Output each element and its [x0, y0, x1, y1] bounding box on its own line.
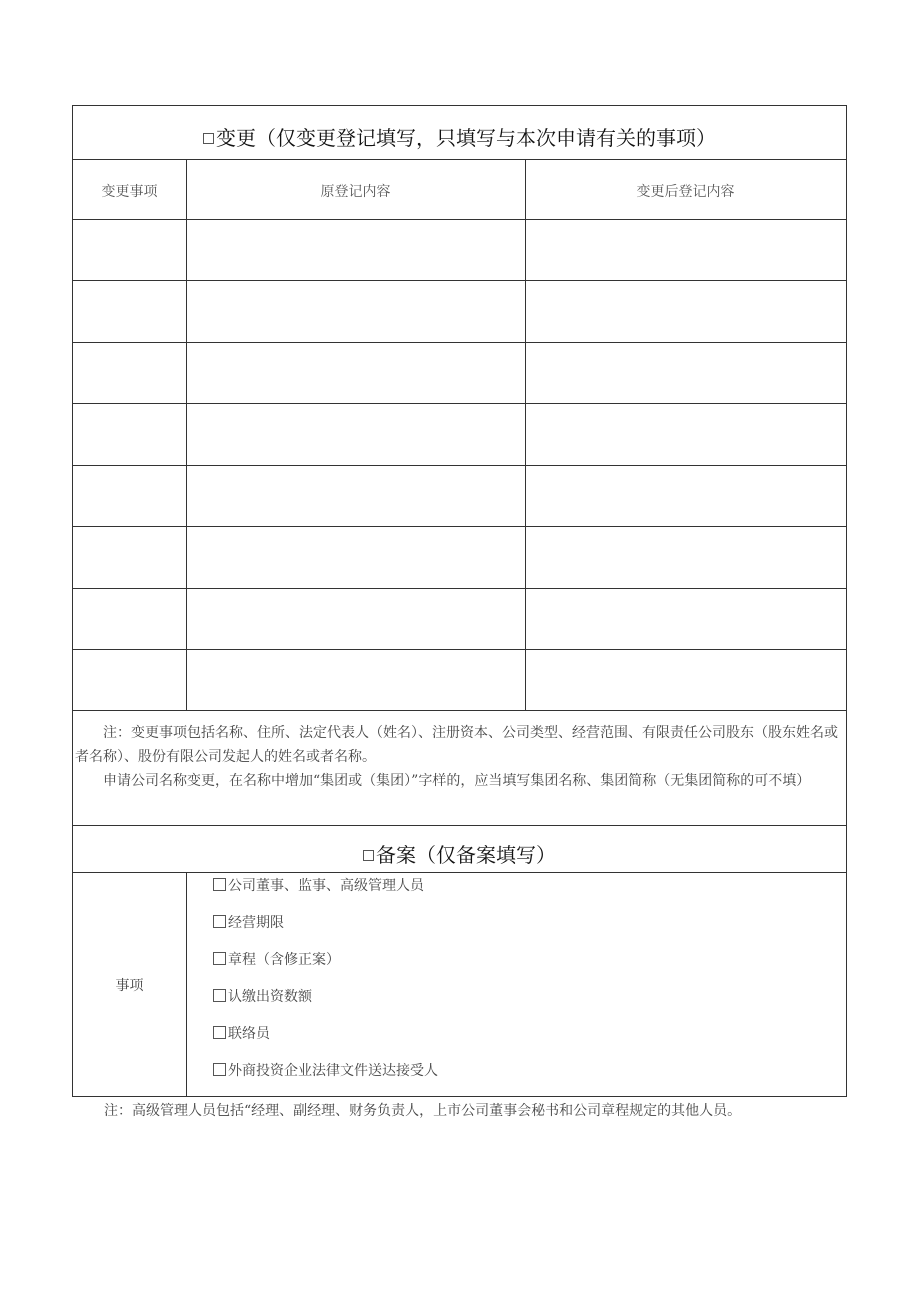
- divider: [73, 159, 846, 160]
- filing-item-liaison[interactable]: 联络员: [213, 1023, 270, 1043]
- divider: [73, 825, 846, 826]
- table-row-line: [73, 649, 846, 650]
- checkbox[interactable]: [213, 915, 226, 928]
- filing-item-articles[interactable]: 章程（含修正案）: [213, 949, 340, 969]
- col-header-changed: 变更后登记内容: [636, 184, 735, 200]
- filing-item-legal-recipient[interactable]: 外商投资企业法律文件送达接受人: [213, 1060, 438, 1080]
- checkbox[interactable]: [213, 1063, 226, 1076]
- filing-row-label: 事项: [115, 978, 144, 994]
- filing-section-title: 备案（仅备案填写）: [73, 839, 846, 868]
- registration-form-table: [72, 105, 847, 1097]
- filing-checkbox[interactable]: [363, 850, 374, 861]
- filing-item-term[interactable]: 经营期限: [213, 912, 284, 932]
- col-header-original: 原登记内容: [320, 184, 391, 200]
- table-row-line: [73, 219, 846, 220]
- table-row-line: [73, 342, 846, 343]
- table-row-line: [73, 280, 846, 281]
- checkbox[interactable]: [213, 952, 226, 965]
- change-checkbox[interactable]: [203, 133, 214, 144]
- change-note: 注：变更事项包括名称、住所、法定代表人（姓名）、注册资本、公司类型、经营范围、有限责任公司股东（股东姓名或者名称）、股份有限公司发起人的姓名或者名称。 申请公司名称变更，在名称中增加“集团或（集团）”字样的，应当填写集团名称、集团简称（无集团简称的可不填）: [75, 725, 838, 789]
- checkbox[interactable]: [213, 878, 226, 891]
- filing-item-officers[interactable]: 公司董事、监事、高级管理人员: [213, 875, 424, 895]
- divider: [73, 872, 846, 873]
- table-row-line: [73, 710, 846, 711]
- filing-item-capital[interactable]: 认缴出资数额: [213, 986, 312, 1006]
- column-line: [525, 159, 526, 710]
- checkbox[interactable]: [213, 1026, 226, 1039]
- column-line: [186, 159, 187, 710]
- table-row-line: [73, 403, 846, 404]
- change-section-title: 变更（仅变更登记填写，只填写与本次申请有关的事项）: [73, 122, 846, 151]
- checkbox[interactable]: [213, 989, 226, 1002]
- table-row-line: [73, 465, 846, 466]
- col-header-item: 变更事项: [101, 184, 158, 200]
- table-row-line: [73, 526, 846, 527]
- footer-note: 注：高级管理人员包括“经理、副经理、财务负责人，上市公司董事会秘书和公司章程规定的其他人员。: [104, 1103, 742, 1119]
- table-row-line: [73, 588, 846, 589]
- column-line: [186, 872, 187, 1096]
